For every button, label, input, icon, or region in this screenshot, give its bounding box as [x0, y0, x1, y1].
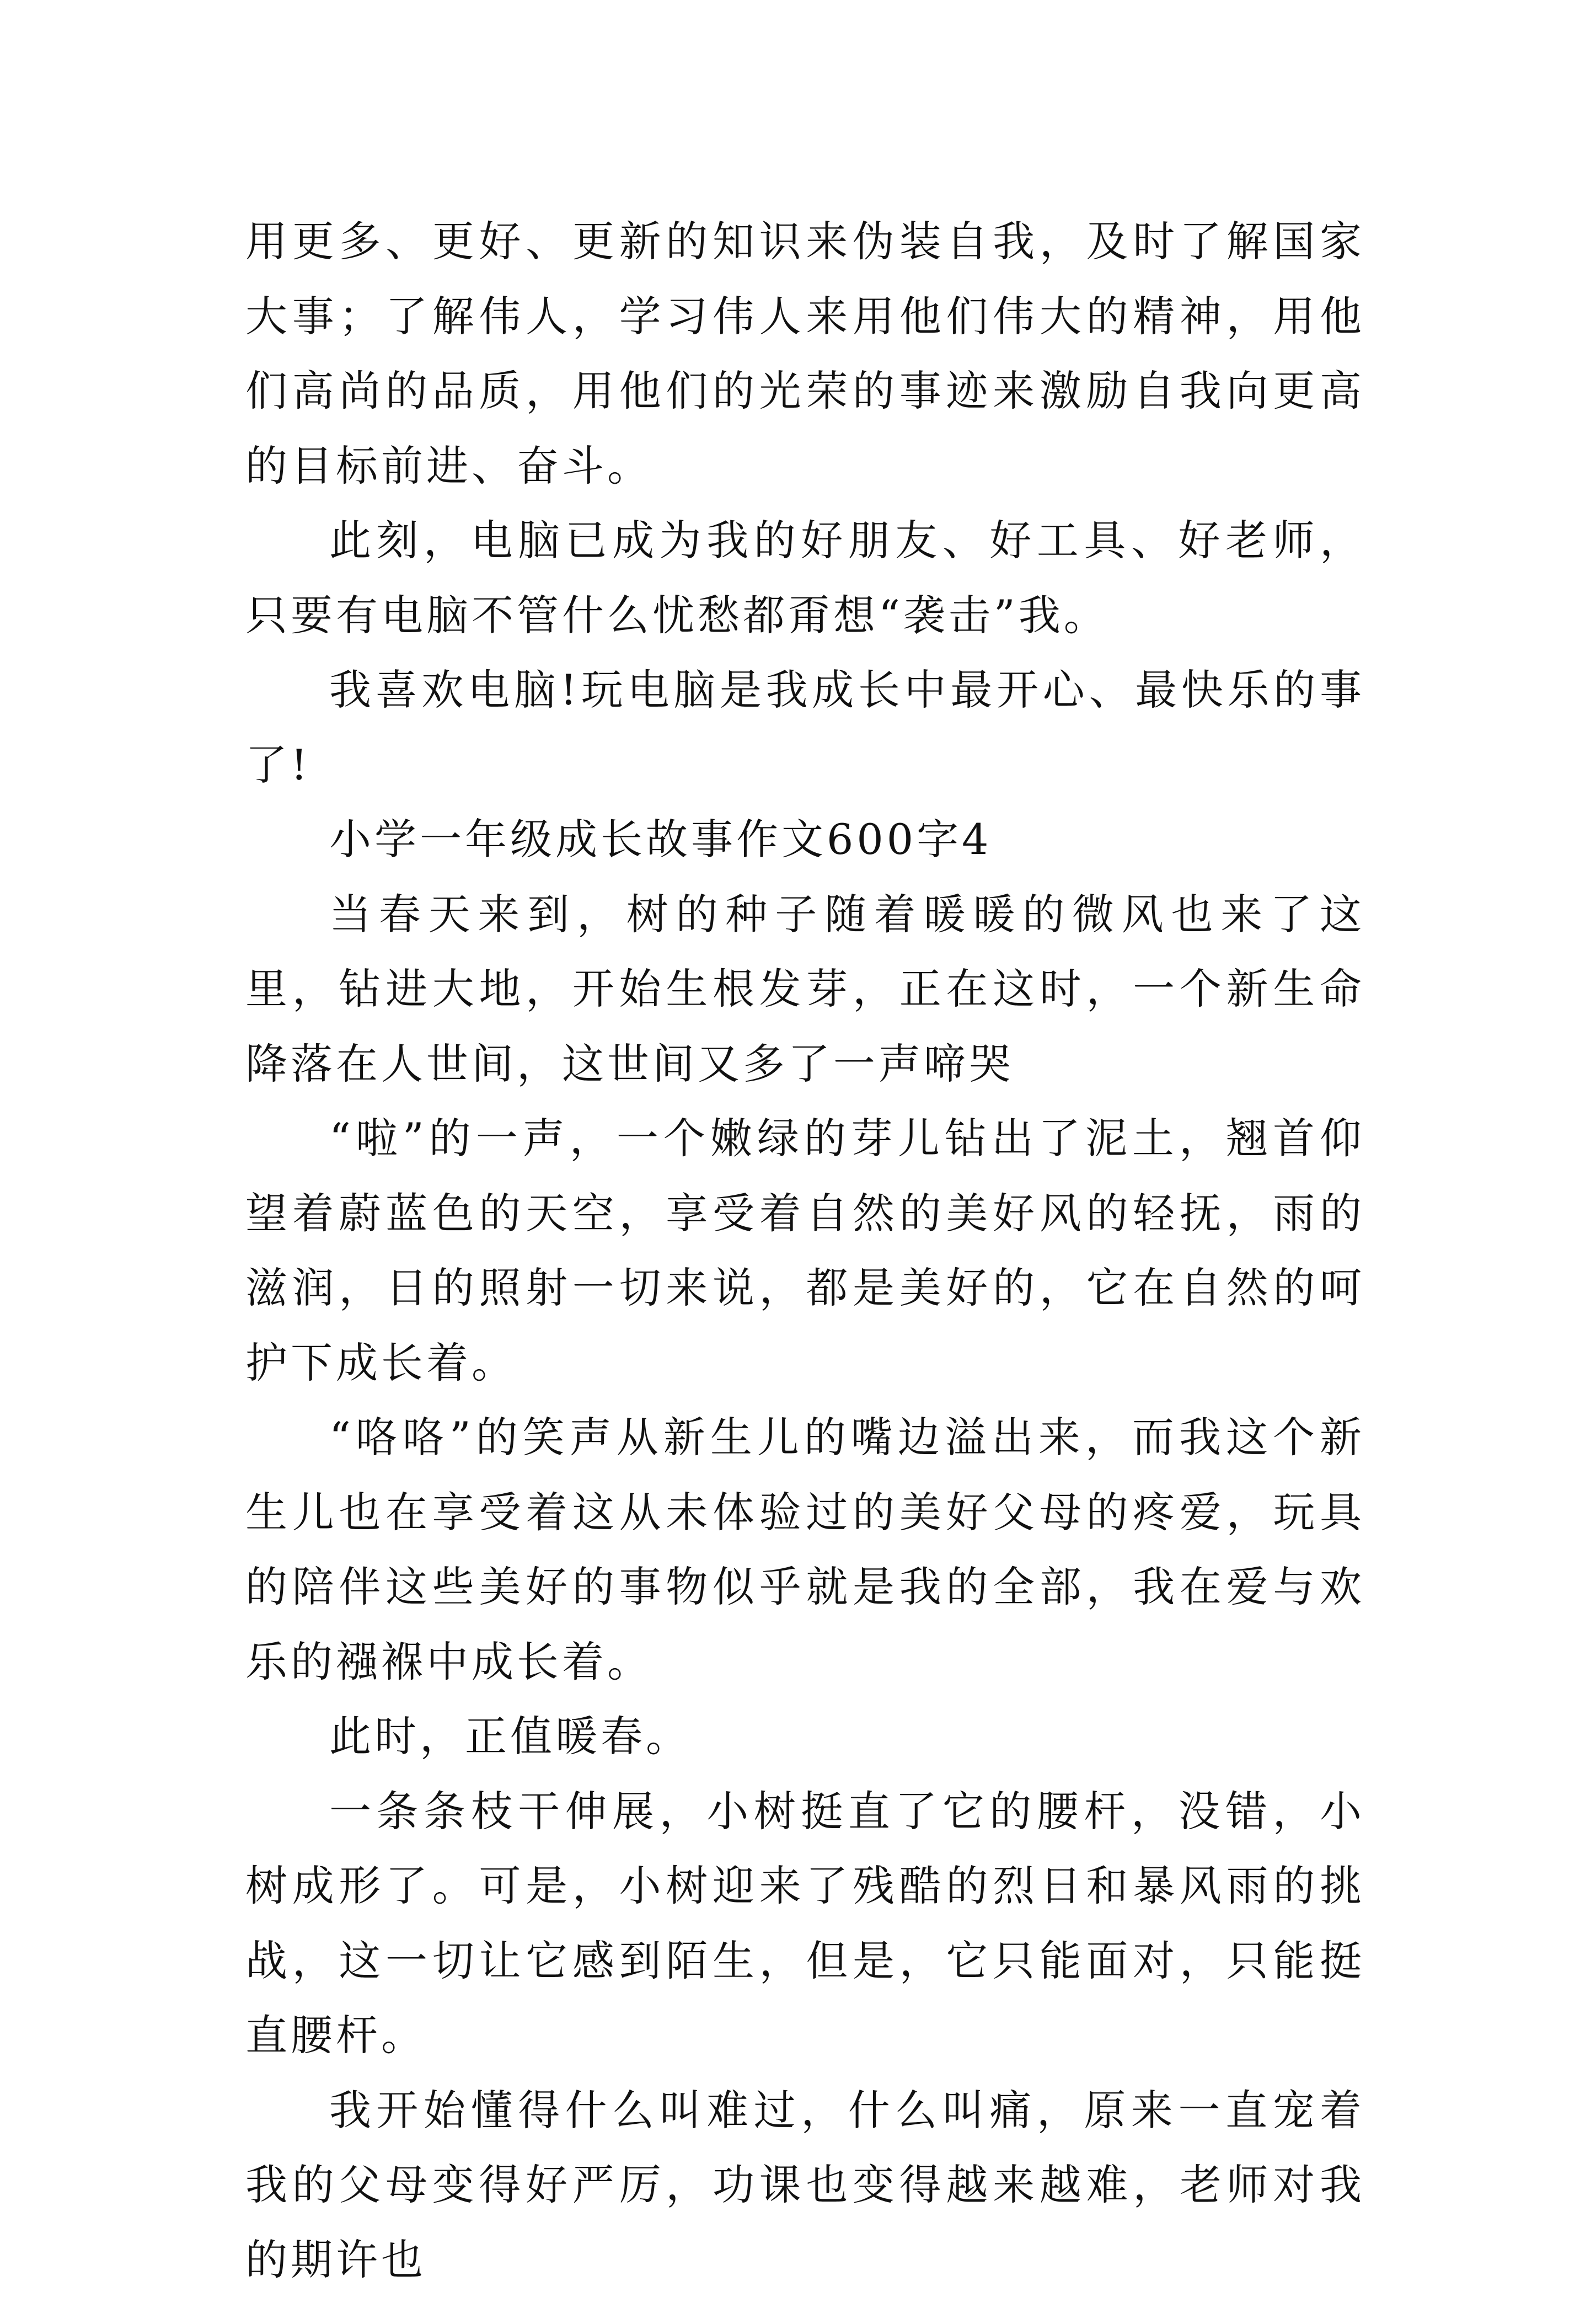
paragraph: 我喜欢电脑!玩电脑是我成长中最开心、最快乐的事了!	[245, 653, 1365, 802]
section-title: 小学一年级成长故事作文600字4	[245, 802, 1365, 877]
paragraph: “啦”的一声，一个嫩绿的芽儿钻出了泥土，翘首仰望着蔚蓝色的天空，享受着自然的美好风的轻抚，雨的滋润，日的照射一切来说，都是美好的，它在自然的呵护下成长着。	[245, 1101, 1365, 1400]
paragraph: 此时，正值暖春。	[245, 1699, 1365, 1774]
paragraph: 当春天来到，树的种子随着暖暖的微风也来了这里，钻进大地，开始生根发芽，正在这时，一个新生命降落在人世间，这世间又多了一声啼哭	[245, 877, 1365, 1102]
paragraph: 一条条枝干伸展，小树挺直了它的腰杆，没错，小树成形了。可是，小树迎来了残酷的烈日和暴风雨的挑战，这一切让它感到陌生，但是，它只能面对，只能挺直腰杆。	[245, 1774, 1365, 2073]
paragraph: 此刻，电脑已成为我的好朋友、好工具、好老师，只要有电脑不管什么忧愁都甭想“袭击”我。	[245, 503, 1365, 653]
document-body	[245, 204, 1365, 2297]
paragraph: 我开始懂得什么叫难过，什么叫痛，原来一直宠着我的父母变得好严厉，功课也变得越来越难，老师对我的期许也	[245, 2073, 1365, 2297]
paragraph: “咯咯”的笑声从新生儿的嘴边溢出来，而我这个新生儿也在享受着这从未体验过的美好父母的疼爱，玩具的陪伴这些美好的事物似乎就是我的全部，我在爱与欢乐的襁褓中成长着。	[245, 1400, 1365, 1699]
paragraph: 用更多、更好、更新的知识来伪装自我，及时了解国家大事；了解伟人，学习伟人来用他们伟大的精神，用他们高尚的品质，用他们的光荣的事迹来激励自我向更高的目标前进、奋斗。	[245, 204, 1365, 503]
